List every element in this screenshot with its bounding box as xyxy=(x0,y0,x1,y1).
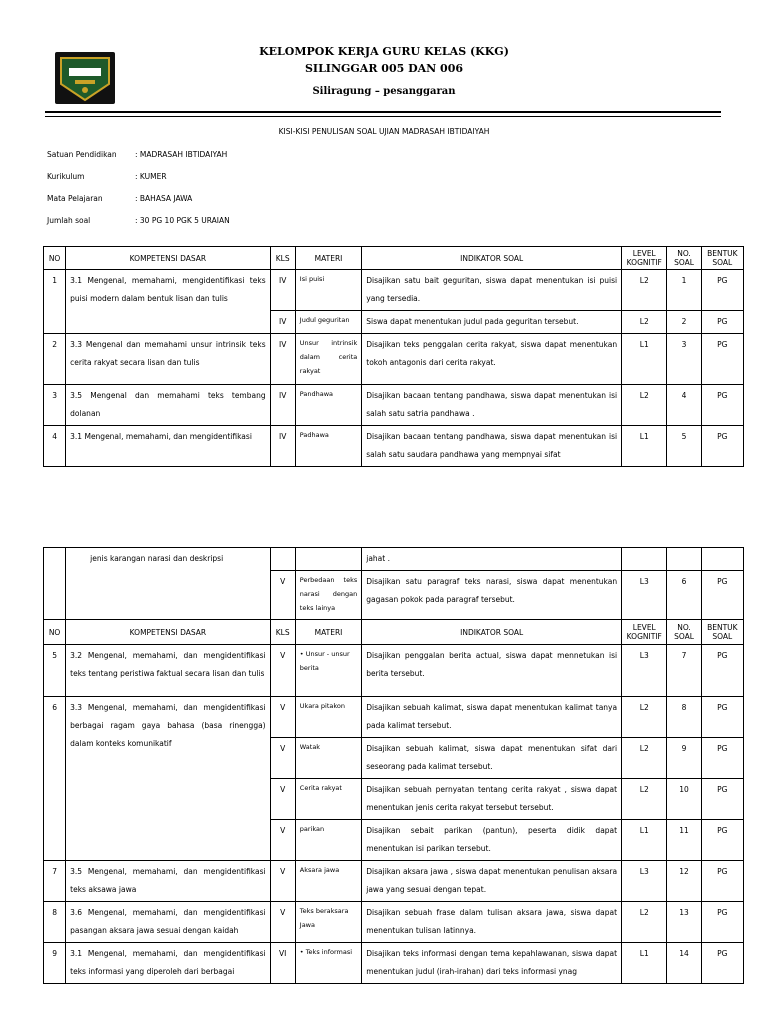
cell-kls: IV xyxy=(270,426,295,467)
table-row xyxy=(44,270,744,311)
cell-kls: IV xyxy=(270,334,295,385)
cell-level: L3 xyxy=(622,861,667,902)
cell-indikator: Disajikan bacaan tentang pandhawa, siswa dapat menentukan isi salah satu saudara pandhawa yang mempnyai sifat xyxy=(362,426,622,467)
col-header: NO xyxy=(44,620,66,645)
cell-level xyxy=(622,548,667,571)
cell-indikator: Disajikan teks informasi dengan tema kepahlawanan, siswa dapat menentukan judul (irah-irahan) dari teks informasi ynag xyxy=(362,943,622,984)
cell-indikator: Disajikan aksara jawa , siswa dapat menentukan penulisan aksara jawa yang sesuai dengan tepat. xyxy=(362,861,622,902)
meta-value: : 30 PG 10 PGK 5 URAIAN xyxy=(135,216,230,225)
cell-bentuk: PG xyxy=(701,861,743,902)
document-title: KISI-KISI PENULISAN SOAL UJIAN MADRASAH IBTIDAIYAH xyxy=(278,127,490,136)
cell-bentuk: PG xyxy=(701,820,743,861)
cell-bentuk: PG xyxy=(701,697,743,738)
cell-no-soal: 13 xyxy=(667,902,701,943)
cell-materi: Ukara pitakon xyxy=(295,697,361,738)
cell-no: 9 xyxy=(44,943,66,984)
header-line-3: Siliragung – pesanggaran xyxy=(312,86,456,97)
table-header-row xyxy=(44,620,744,645)
col-header: KOMPETENSI DASAR xyxy=(66,620,270,645)
cell-bentuk: PG xyxy=(701,334,743,385)
cell-kls: V xyxy=(270,902,295,943)
table-row xyxy=(44,697,744,738)
cell-materi: Padhawa xyxy=(295,426,361,467)
meta-value: : MADRASAH IBTIDAIYAH xyxy=(135,150,228,159)
cell-kls: V xyxy=(270,697,295,738)
cell-bentuk: PG xyxy=(701,385,743,426)
cell-no: 1 xyxy=(44,270,66,334)
header-line-2: SILINGGAR 005 DAN 006 xyxy=(304,62,464,75)
cell-materi: parikan xyxy=(295,820,361,861)
cell-no-soal: 11 xyxy=(667,820,701,861)
cell-no xyxy=(44,548,66,620)
cell-bentuk: PG xyxy=(701,645,743,697)
cell-materi: Cerita rakyat xyxy=(295,779,361,820)
col-header: LEVEL KOGNITIF xyxy=(622,247,667,270)
table-row xyxy=(44,943,744,984)
cell-materi: Aksara jawa xyxy=(295,861,361,902)
cell-indikator: Disajikan sebuah kalimat, siswa dapat menentukan kalimat tanya pada kalimat tersebut. xyxy=(362,697,622,738)
header-rule-thin xyxy=(45,116,721,117)
cell-indikator: Disajikan sebuah pernyatan tentang cerita rakyat , siswa dapat menentukan jenis cerita rakyat tersebut tersebut. xyxy=(362,779,622,820)
cell-no-soal: 14 xyxy=(667,943,701,984)
cell-kls xyxy=(270,548,295,571)
cell-no: 3 xyxy=(44,385,66,426)
col-header: MATERI xyxy=(295,620,361,645)
cell-kls: VI xyxy=(270,943,295,984)
cell-materi: Pandhawa xyxy=(295,385,361,426)
cell-level: L2 xyxy=(622,738,667,779)
table-row xyxy=(44,548,744,571)
cell-indikator: Disajikan sebuah kalimat, siswa dapat menentukan sifat dari seseorang pada kalimat tersebut. xyxy=(362,738,622,779)
cell-kd: 3.3 Mengenal dan memahami unsur intrinsik teks cerita rakyat secara lisan dan tulis xyxy=(66,334,270,385)
cell-no: 7 xyxy=(44,861,66,902)
cell-kls: IV xyxy=(270,270,295,311)
col-header: NO. SOAL xyxy=(667,247,701,270)
cell-bentuk: PG xyxy=(701,270,743,311)
cell-kd: 3.1 Mengenal, memahami, dan mengidentifikasi xyxy=(66,426,270,467)
table-row xyxy=(44,426,744,467)
meta-key: Mata Pelajaran xyxy=(47,194,103,203)
table-row xyxy=(44,334,744,385)
cell-kd: 3.5 Mengenal, memahami, dan mengidentifikasi teks aksawa jawa xyxy=(66,861,270,902)
table-row xyxy=(44,645,744,697)
header-line-1: KELOMPOK KERJA GURU KELAS (KKG) xyxy=(259,45,509,58)
col-header: NO xyxy=(44,247,66,270)
cell-level: L1 xyxy=(622,943,667,984)
cell-level: L1 xyxy=(622,820,667,861)
meta-value: : KUMER xyxy=(135,172,167,181)
col-header: KLS xyxy=(270,247,295,270)
cell-kd: 3.3 Mengenal, memahami, dan mengidentifikasi berbagai ragam gaya bahasa (basa rinengga) dalam konteks komunikatif xyxy=(66,697,270,861)
cell-kd: jenis karangan narasi dan deskripsi xyxy=(66,548,270,620)
cell-materi: Watak xyxy=(295,738,361,779)
cell-no-soal: 7 xyxy=(667,645,701,697)
cell-no-soal xyxy=(667,548,701,571)
meta-key: Kurikulum xyxy=(47,172,85,181)
kisi-table-page-1 xyxy=(43,246,744,467)
cell-indikator: Disajikan sebait parikan (pantun), peserta didik dapat menentukan isi parikan tersebut. xyxy=(362,820,622,861)
col-header: BENTUK SOAL xyxy=(701,620,743,645)
cell-kls: IV xyxy=(270,311,295,334)
cell-materi xyxy=(295,548,361,571)
cell-indikator: Disajikan penggalan berita actual, siswa dapat mennetukan isi berita tersebut. xyxy=(362,645,622,697)
table-row xyxy=(44,861,744,902)
cell-kd: 3.2 Mengenal, memahami, dan mengidentifikasi teks tentang peristiwa faktual secara lisan dan tulis xyxy=(66,645,270,697)
cell-kls: IV xyxy=(270,385,295,426)
cell-bentuk: PG xyxy=(701,311,743,334)
col-header: INDIKATOR SOAL xyxy=(362,247,622,270)
cell-materi: Judul geguritan xyxy=(295,311,361,334)
cell-kls: V xyxy=(270,738,295,779)
col-header: LEVEL KOGNITIF xyxy=(622,620,667,645)
cell-bentuk: PG xyxy=(701,943,743,984)
col-header: MATERI xyxy=(295,247,361,270)
cell-no-soal: 4 xyxy=(667,385,701,426)
col-header: KOMPETENSI DASAR xyxy=(66,247,270,270)
cell-level: L2 xyxy=(622,385,667,426)
cell-materi: • Unsur - unsur berita xyxy=(295,645,361,697)
cell-bentuk: PG xyxy=(701,902,743,943)
cell-level: L3 xyxy=(622,571,667,620)
cell-bentuk: PG xyxy=(701,779,743,820)
cell-materi: Unsur intrinsik dalam cerita rakyat xyxy=(295,334,361,385)
table-row xyxy=(44,902,744,943)
cell-indikator: Siswa dapat menentukan judul pada geguritan tersebut. xyxy=(362,311,622,334)
cell-no: 8 xyxy=(44,902,66,943)
cell-no-soal: 5 xyxy=(667,426,701,467)
col-header: INDIKATOR SOAL xyxy=(362,620,622,645)
cell-kls: V xyxy=(270,571,295,620)
col-header: NO. SOAL xyxy=(667,620,701,645)
meta-key: Satuan Pendidikan xyxy=(47,150,117,159)
cell-level: L2 xyxy=(622,779,667,820)
cell-kd: 3.6 Mengenal, memahami, dan mengidentifikasi pasangan aksara jawa sesuai dengan kaidah xyxy=(66,902,270,943)
cell-level: L2 xyxy=(622,270,667,311)
cell-indikator: jahat . xyxy=(362,548,622,571)
cell-no-soal: 1 xyxy=(667,270,701,311)
cell-kls: V xyxy=(270,820,295,861)
cell-no: 6 xyxy=(44,697,66,861)
cell-kls: V xyxy=(270,779,295,820)
cell-level: L2 xyxy=(622,902,667,943)
cell-materi: Perbedaan teks narasi dengan teks lainya xyxy=(295,571,361,620)
cell-materi: Isi puisi xyxy=(295,270,361,311)
cell-no: 2 xyxy=(44,334,66,385)
cell-level: L2 xyxy=(622,697,667,738)
cell-indikator: Disajikan satu bait geguritan, siswa dapat menentukan isi puisi yang tersedia. xyxy=(362,270,622,311)
cell-bentuk: PG xyxy=(701,571,743,620)
cell-bentuk xyxy=(701,548,743,571)
cell-kd: 3.5 Mengenal dan memahami teks tembang dolanan xyxy=(66,385,270,426)
cell-kls: V xyxy=(270,645,295,697)
cell-indikator: Disajikan satu paragraf teks narasi, siswa dapat menentukan gagasan pokok pada paragraf tersebut. xyxy=(362,571,622,620)
col-header: BENTUK SOAL xyxy=(701,247,743,270)
cell-materi: Teks beraksara Jawa xyxy=(295,902,361,943)
col-header: KLS xyxy=(270,620,295,645)
cell-no-soal: 12 xyxy=(667,861,701,902)
meta-value: : BAHASA JAWA xyxy=(135,194,193,203)
kisi-table-page-2 xyxy=(43,547,744,984)
cell-indikator: Disajikan sebuah frase dalam tulisan aksara jawa, siswa dapat menentukan tulisan latinnya. xyxy=(362,902,622,943)
cell-level: L1 xyxy=(622,334,667,385)
cell-bentuk: PG xyxy=(701,738,743,779)
cell-no: 5 xyxy=(44,645,66,697)
cell-indikator: Disajikan teks penggalan cerita rakyat, siswa dapat menentukan tokoh antagonis dari cerita rakyat. xyxy=(362,334,622,385)
header-rule-thick xyxy=(45,111,721,113)
cell-kd: 3.1 Mengenal, memahami, mengidentifikasi teks puisi modern dalam bentuk lisan dan tulis xyxy=(66,270,270,334)
cell-no: 4 xyxy=(44,426,66,467)
cell-level: L2 xyxy=(622,311,667,334)
table-row xyxy=(44,385,744,426)
cell-no-soal: 6 xyxy=(667,571,701,620)
meta-key: Jumlah soal xyxy=(47,216,91,225)
cell-level: L3 xyxy=(622,645,667,697)
table-header-row xyxy=(44,247,744,270)
cell-bentuk: PG xyxy=(701,426,743,467)
cell-no-soal: 2 xyxy=(667,311,701,334)
cell-no-soal: 3 xyxy=(667,334,701,385)
cell-level: L1 xyxy=(622,426,667,467)
cell-kd: 3.1 Mengenal, memahami, dan mengidentifikasi teks informasi yang diperoleh dari berbagai xyxy=(66,943,270,984)
cell-materi: • Teks informasi xyxy=(295,943,361,984)
cell-no-soal: 8 xyxy=(667,697,701,738)
cell-indikator: Disajikan bacaan tentang pandhawa, siswa dapat menentukan isi salah satu satria pandhawa . xyxy=(362,385,622,426)
cell-no-soal: 9 xyxy=(667,738,701,779)
cell-no-soal: 10 xyxy=(667,779,701,820)
cell-kls: V xyxy=(270,861,295,902)
